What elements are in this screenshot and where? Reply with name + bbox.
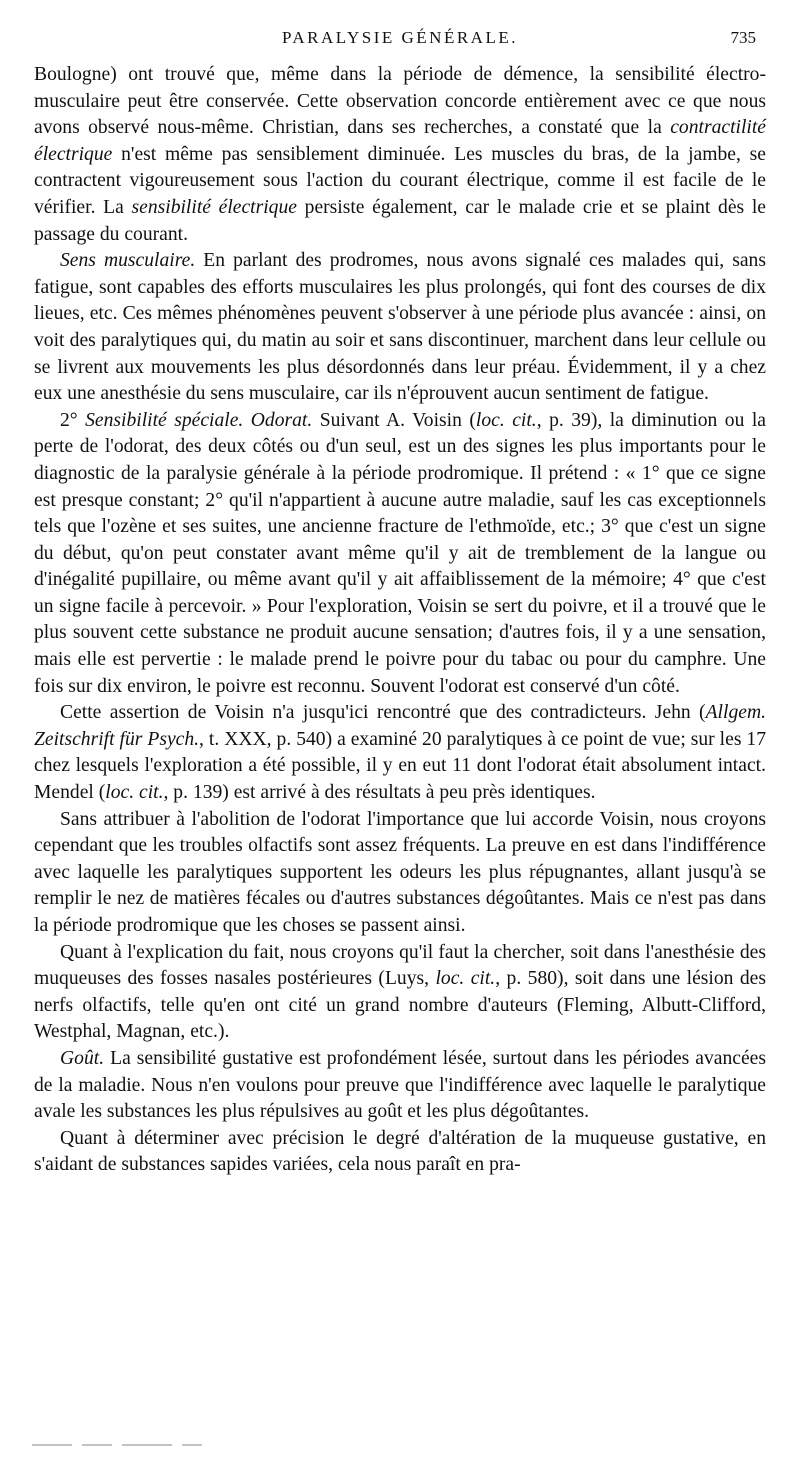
text-run: La sensibilité gustative est profondément lésée, surtout dans les périodes avancées de la maladie. Nous n'en voulons pour preuve que l'indifférence avec laquelle le paralytique avale les substances les plus répulsives au goût et les plus dégoûtantes. [34,1047,766,1123]
page-number: 735 [730,28,756,47]
citation: Allgem. Zeitschrift für Psych. [34,702,766,750]
paragraph-muscular-sense [34,248,766,408]
text-run: 2° [60,409,86,431]
text-run: , t. XXX, p. 540) a examiné 20 paralytiques à ce point de vue; sur les 17 chez lesquels l'exploration a été possible, il y en eut 11 dont l'odorat était absolument intact. Mendel ( [34,728,766,804]
text-run: Sans attribuer à l'abolition de l'odorat l'importance que lui accorde Voisin, nous croyons cependant que les troubles olfactifs sont assez fréquents. La preuve en est dans l'indifférence avec laquelle les paralytiques supportent les odeurs les plus répugnantes, allant jusqu'à se remplir le nez de matières fécales ou d'autres substances dégoûtantes. Mais ce n'est pas dans la période prodromique que les choses se passent ainsi. [34,808,766,936]
paragraph-olfactory-troubles [34,807,766,940]
emphasis: sensibilité électrique [131,196,297,218]
paragraph-voisin-assertion [34,700,766,806]
citation: loc. cit. [475,409,537,431]
text-run: Quant à l'explication du fait, nous croyons qu'il faut la chercher, soit dans l'anesthésie des muqueuses des fosses nasales postérieures (Luys, [34,941,766,990]
text-run: En parlant des prodromes, nous avons signalé ces malades qui, sans fatigue, sont capables des efforts musculaires les plus prolongés, qui font des courses de dix lieues, etc. Ces mêmes phénomènes peuvent s'observer à une période plus avancée : ainsi, on voit des paralytiques qui, du matin au soir et sans discontinuer, marchent dans leur cellule ou se livrent aux mouvements les plus désordonnés dans leur préau. Évidemment, il y a chez eux une anesthésie du sens musculaire, car ils n'éprouvent aucun sentiment de fatigue. [34,250,766,405]
paragraph-taste [34,1046,766,1126]
emphasis: contractilité électrique [34,117,766,165]
running-head [34,28,766,54]
section-heading-special-sensibility: Sensibilité spéciale. Odorat. [85,409,313,431]
text-run: , p. 580), soit dans une lésion des nerfs olfactifs, telle qu'en ont cité un grand nombre d'auteurs (Fleming, Albutt-Clifford, Westphal, Magnan, etc.). [34,968,767,1043]
citation: loc. cit. [435,968,496,990]
text-run: persiste également, car le malade crie et se plaint dès le passage du courant. [34,196,766,245]
section-heading-muscular-sense: Sens musculaire. [60,250,196,272]
text-run: Suivant A. Voisin ( [312,409,476,431]
running-title: PARALYSIE GÉNÉRALE. [282,28,518,47]
text-run: , p. 39), la diminution ou la perte de l'odorat, des deux côtés ou d'un seul, est un des signes les plus importants pour le diagnostic de la paralysie générale à la période prodromique. Il prétend : « 1° que ce signe est presque constant; 2° qu'il n'appartient à aucune autre maladie, sauf les cas exceptionnels tels que l'ozène et ses suites, une ancienne fracture de l'ethmoïde, etc.; 3° que c'est un signe du début, qu'on peut constater avant même qu'il y ait de tremblement de la langue ou d'inégalité pupillaire, ou même avant qu'il y ait affaiblissement de la mémoire; 4° que c'est un signe facile à percevoir. » Pour l'exploration, Voisin se sert du poivre, et il a trouvé que le plus souvent cette substance ne produit aucune sensation; d'autres fois, il y a une sensation, mais elle est pervertie : le malade prend le poivre pour du tabac ou pour du camphre. Une fois sur dix environ, le poivre est reconnu. Souvent l'odorat est conservé d'un côté. [34,409,767,697]
body-text [34,62,766,1179]
citation: loc. cit. [105,782,164,804]
text-run: Cette assertion de Voisin n'a jusqu'ici rencontré que des contradicteurs. Jehn ( [60,702,706,724]
text-run: n'est même pas sensiblement diminuée. Les muscles du bras, de la jambe, se contractent vigoureusement sous l'action du courant électrique, comme il est facile de le vérifier. La [34,143,766,218]
text-run: Boulogne) ont trouvé que, même dans la période de démence, la sensibilité électro-musculaire peut être conservée. Cette observation concorde entièrement avec ce que nous avons observé nous-même. Christian, dans ses recherches, a constaté que la [34,64,766,139]
paragraph-electric-sensibility [34,62,766,248]
section-heading-taste: Goût. [60,1047,105,1069]
paragraph-explanation [34,940,766,1046]
paragraph-gustative-mucosa [34,1126,766,1179]
scan-artifact [32,1436,222,1444]
text-run: Quant à déterminer avec précision le degré d'altération de la muqueuse gustative, en s'aidant de substances sapides variées, cela nous paraît en pra- [34,1127,766,1176]
text-run: , p. 139) est arrivé à des résultats à peu près identiques. [163,782,596,804]
paragraph-smell [34,408,766,701]
